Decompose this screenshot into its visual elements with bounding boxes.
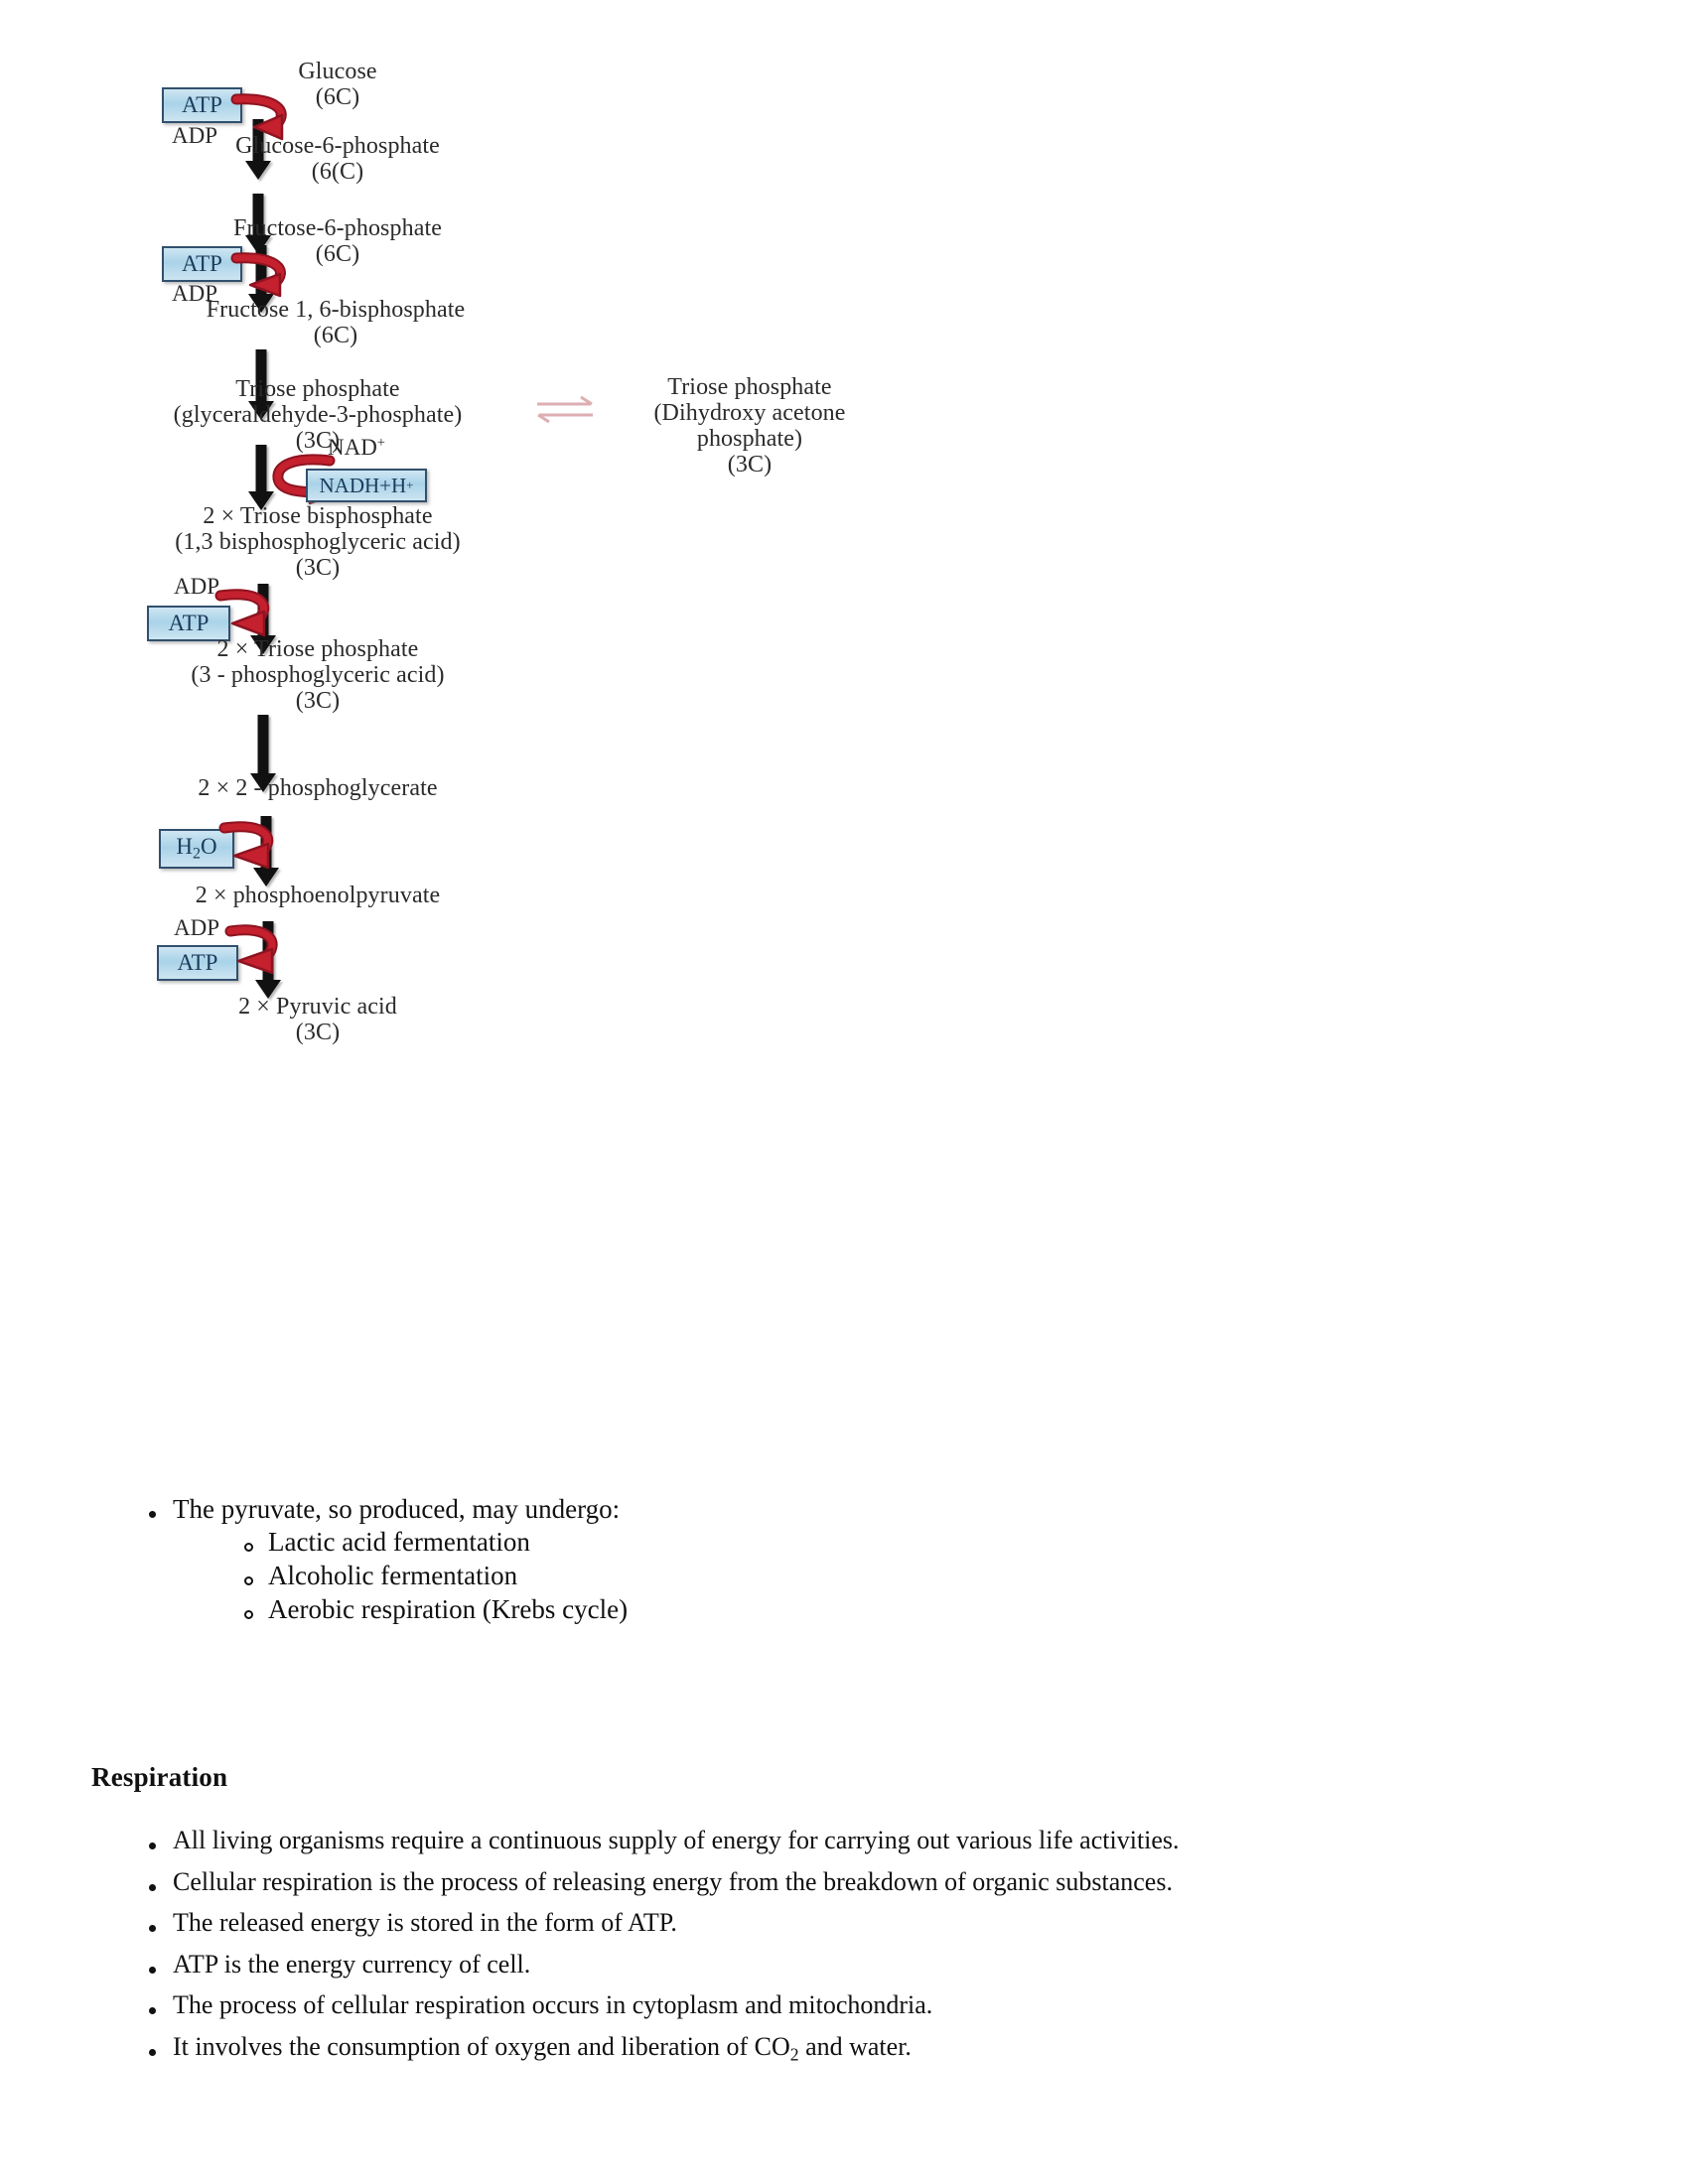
red-curve-arrow-adp-atp-4	[216, 921, 294, 983]
pyruvate-option-label: Alcoholic fermentation	[268, 1561, 518, 1590]
node-g3p-name: Triose phosphate	[235, 376, 400, 402]
label-adp-1-text: ADP	[172, 123, 218, 148]
node-f16bp-name: Fructose 1, 6-bisphosphate	[206, 297, 466, 323]
node-triose-phosphate-dhap	[596, 375, 904, 478]
label-adp-2-text: ADP	[172, 281, 218, 306]
red-curve-arrow-water	[211, 816, 288, 878]
node-2-phosphoglycerate	[129, 776, 506, 802]
node-fructose-1-6-bisphosphate	[137, 298, 534, 349]
pyruvate-lead-text: The pyruvate, so produced, may undergo:	[173, 1494, 621, 1524]
respiration-bullet-text-co2: It involves the consumption of oxygen and liberation of $CO_2$ and water.	[173, 2031, 912, 2065]
label-adp-4	[174, 915, 219, 941]
node-pyruvate-carbons: (3C)	[295, 1019, 341, 1045]
node-dhap-alias-2: phosphate)	[696, 425, 803, 452]
respiration-section	[139, 1827, 1529, 2078]
respiration-bullet-text: All living organisms require a continuous supply of energy for carrying out various life activities.	[173, 1826, 1180, 1854]
label-nad-text: NAD	[328, 435, 377, 460]
chip-atp-1-label: ATP	[182, 92, 222, 117]
node-3pga-name: 2 × Triose phosphate	[216, 636, 419, 662]
list-item	[139, 1494, 1430, 1625]
node-g6p-name: Glucose-6-phosphate	[235, 133, 440, 159]
node-pep-name: 2 × phosphoenolpyruvate	[195, 883, 441, 908]
chip-nadh-h	[306, 469, 427, 502]
node-pyruvate-name: 2 × Pyruvic acid	[238, 994, 397, 1020]
node-2pg-name: 2 × 2 - phosphoglycerate	[198, 775, 438, 801]
label-adp-4-text: ADP	[174, 915, 220, 940]
respiration-heading-text: Respiration	[91, 1762, 228, 1792]
pyruvate-option-label: Aerobic respiration (Krebs cycle)	[268, 1594, 629, 1624]
respiration-bullet-text: Cellular respiration is the process of releasing energy from the breakdown of organic substances.	[173, 1866, 1173, 1896]
node-f16bp-carbons: (6C)	[313, 322, 358, 348]
pyruvate-fate-section	[139, 1494, 1430, 1629]
pyruvate-bullet-list	[139, 1494, 1430, 1625]
pyruvate-option-list	[173, 1527, 1430, 1625]
node-pyruvic-acid	[129, 995, 506, 1046]
respiration-bullet-text: The released energy is stored in the form of ATP.	[173, 1908, 677, 1938]
equilibrium-arrow-g3p-dhap	[531, 387, 601, 442]
node-triose-bisphosphate	[129, 504, 506, 582]
node-glucose-6-phosphate	[149, 134, 526, 186]
node-triose-bisp-alias: (1,3 bisphosphoglyceric acid)	[175, 528, 461, 555]
respiration-bullet-list	[139, 1827, 1529, 2065]
node-triose-phosphate-g3p	[129, 377, 506, 455]
node-g6p-carbons: (6(C)	[311, 158, 364, 185]
node-dhap-carbons: (3C)	[727, 451, 773, 478]
list-item	[139, 1909, 1529, 1938]
list-item	[139, 1951, 1529, 1979]
node-triose-bisp-name: 2 × Triose bisphosphate	[203, 503, 433, 529]
chip-atp-4-label: ATP	[177, 950, 218, 975]
pyruvate-option-label: Lactic acid fermentation	[268, 1527, 530, 1557]
chip-atp-2	[162, 246, 242, 282]
chip-nadh-superscript: +	[406, 478, 414, 492]
respiration-bullet-text: ATP is the energy currency of cell.	[173, 1949, 531, 1979]
chip-atp-3-label: ATP	[168, 611, 210, 635]
chip-atp-1	[162, 87, 242, 123]
node-dhap-alias-1: (Dihydroxy acetone	[653, 399, 846, 426]
node-g3p-alias: (glyceraldehyde-3-phosphate)	[173, 401, 463, 428]
respiration-bullet-text: The process of cellular respiration occurs in cytoplasm and mitochondria.	[173, 1990, 933, 2020]
red-curve-arrow-adp-atp-3	[209, 584, 286, 643]
node-phosphoenolpyruvate	[129, 884, 506, 909]
chip-atp-2-label: ATP	[182, 251, 222, 276]
list-item	[139, 2033, 1529, 2065]
node-f6p-name: Fructose-6-phosphate	[233, 215, 442, 241]
node-g3p-carbons: (3C)	[295, 427, 341, 454]
label-adp-3-text: ADP	[174, 574, 220, 599]
node-3-phosphoglyceric-acid	[129, 637, 506, 715]
chip-h2o-label: $H_2O$	[176, 834, 217, 863]
chip-nadh-label: NADH+H	[319, 473, 407, 497]
list-item	[234, 1527, 1430, 1558]
list-item	[139, 1868, 1529, 1897]
list-item	[234, 1561, 1430, 1591]
list-item	[139, 1827, 1529, 1855]
node-f6p-carbons: (6C)	[315, 240, 360, 267]
node-glucose-carbons: (6C)	[315, 83, 360, 110]
respiration-heading	[91, 1762, 227, 1793]
list-item	[234, 1594, 1430, 1625]
node-glucose-name: Glucose	[298, 59, 377, 84]
node-triose-bisp-carbons: (3C)	[295, 554, 341, 581]
node-3pga-carbons: (3C)	[295, 687, 341, 714]
node-3pga-alias: (3 - phosphoglyceric acid)	[191, 661, 445, 688]
node-dhap-name: Triose phosphate	[667, 374, 832, 400]
glycolysis-diagram	[129, 40, 1023, 1459]
label-nad-superscript: +	[376, 435, 385, 452]
list-item	[139, 1991, 1529, 2020]
